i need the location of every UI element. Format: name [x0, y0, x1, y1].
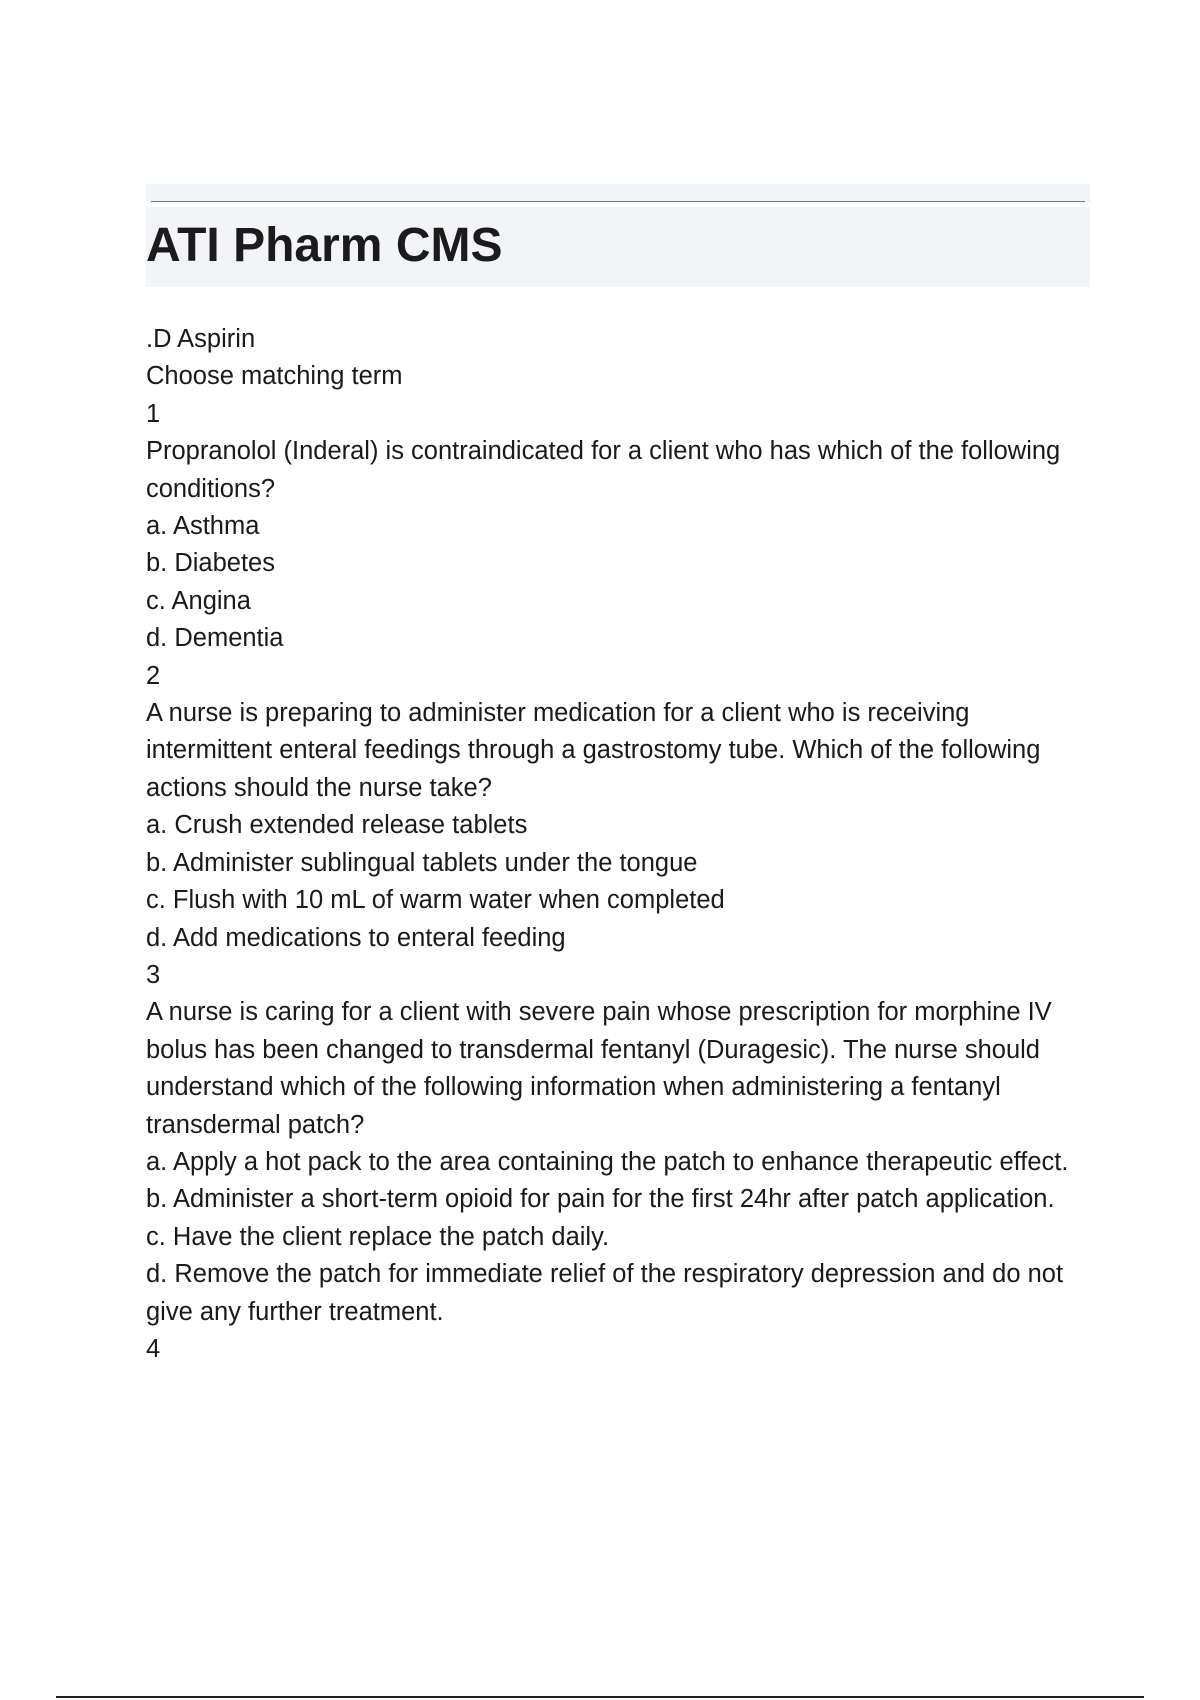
document-body	[146, 321, 1096, 1368]
title-gap	[146, 203, 1090, 207]
answer-options	[146, 508, 1096, 658]
answer-option: b. Diabetes	[146, 549, 275, 578]
question-text: A nurse is caring for a client with severe pain whose prescription for morphine IV bolus has been changed to transdermal fentanyl (Duragesic). The nurse should understand which of the following information when administering a fentanyl transdermal patch?	[146, 998, 1052, 1139]
answer-option: b. Administer sublingual tablets under the tongue	[146, 848, 698, 877]
answer-option: c. Angina	[146, 586, 251, 615]
answer-option: a. Asthma	[146, 512, 260, 541]
answer-option: a. Crush extended release tablets	[146, 811, 528, 840]
question-block-2	[146, 658, 1096, 957]
question-text: Propranolol (Inderal) is contraindicated for a client who has which of the following conditions?	[146, 437, 1061, 503]
document-title: ATI Pharm CMS	[146, 219, 503, 272]
page-bottom-rule	[56, 1696, 1144, 1698]
question-number-next: 4	[146, 1334, 161, 1363]
question-number: 1	[146, 399, 161, 428]
instruction-line: Choose matching term	[146, 362, 403, 391]
answer-options	[146, 1144, 1096, 1331]
title-band	[146, 184, 1090, 287]
answer-option: a. Apply a hot pack to the area containing the patch to enhance therapeutic effect.	[146, 1147, 1069, 1176]
answer-line: .D Aspirin	[146, 325, 256, 353]
answer-option: c. Have the client replace the patch daily.	[146, 1222, 610, 1251]
question-number: 2	[146, 661, 161, 690]
answer-option: b. Administer a short-term opioid for pain for the first 24hr after patch application.	[146, 1185, 1055, 1214]
question-number: 3	[146, 960, 161, 989]
answer-option: c. Flush with 10 mL of warm water when completed	[146, 886, 725, 915]
question-block-1	[146, 396, 1096, 658]
answer-option: d. Remove the patch for immediate relief of the respiratory depression and do not give any further treatment.	[146, 1260, 1064, 1326]
title-rule	[151, 201, 1085, 202]
question-text: A nurse is preparing to administer medication for a client who is receiving intermittent enteral feedings through a gastrostomy tube. Which of the following actions should the nurse take?	[146, 699, 1041, 802]
answer-options	[146, 807, 1096, 957]
answer-option: d. Dementia	[146, 624, 284, 653]
question-block-3	[146, 957, 1096, 1331]
answer-option: d. Add medications to enteral feeding	[146, 923, 566, 952]
